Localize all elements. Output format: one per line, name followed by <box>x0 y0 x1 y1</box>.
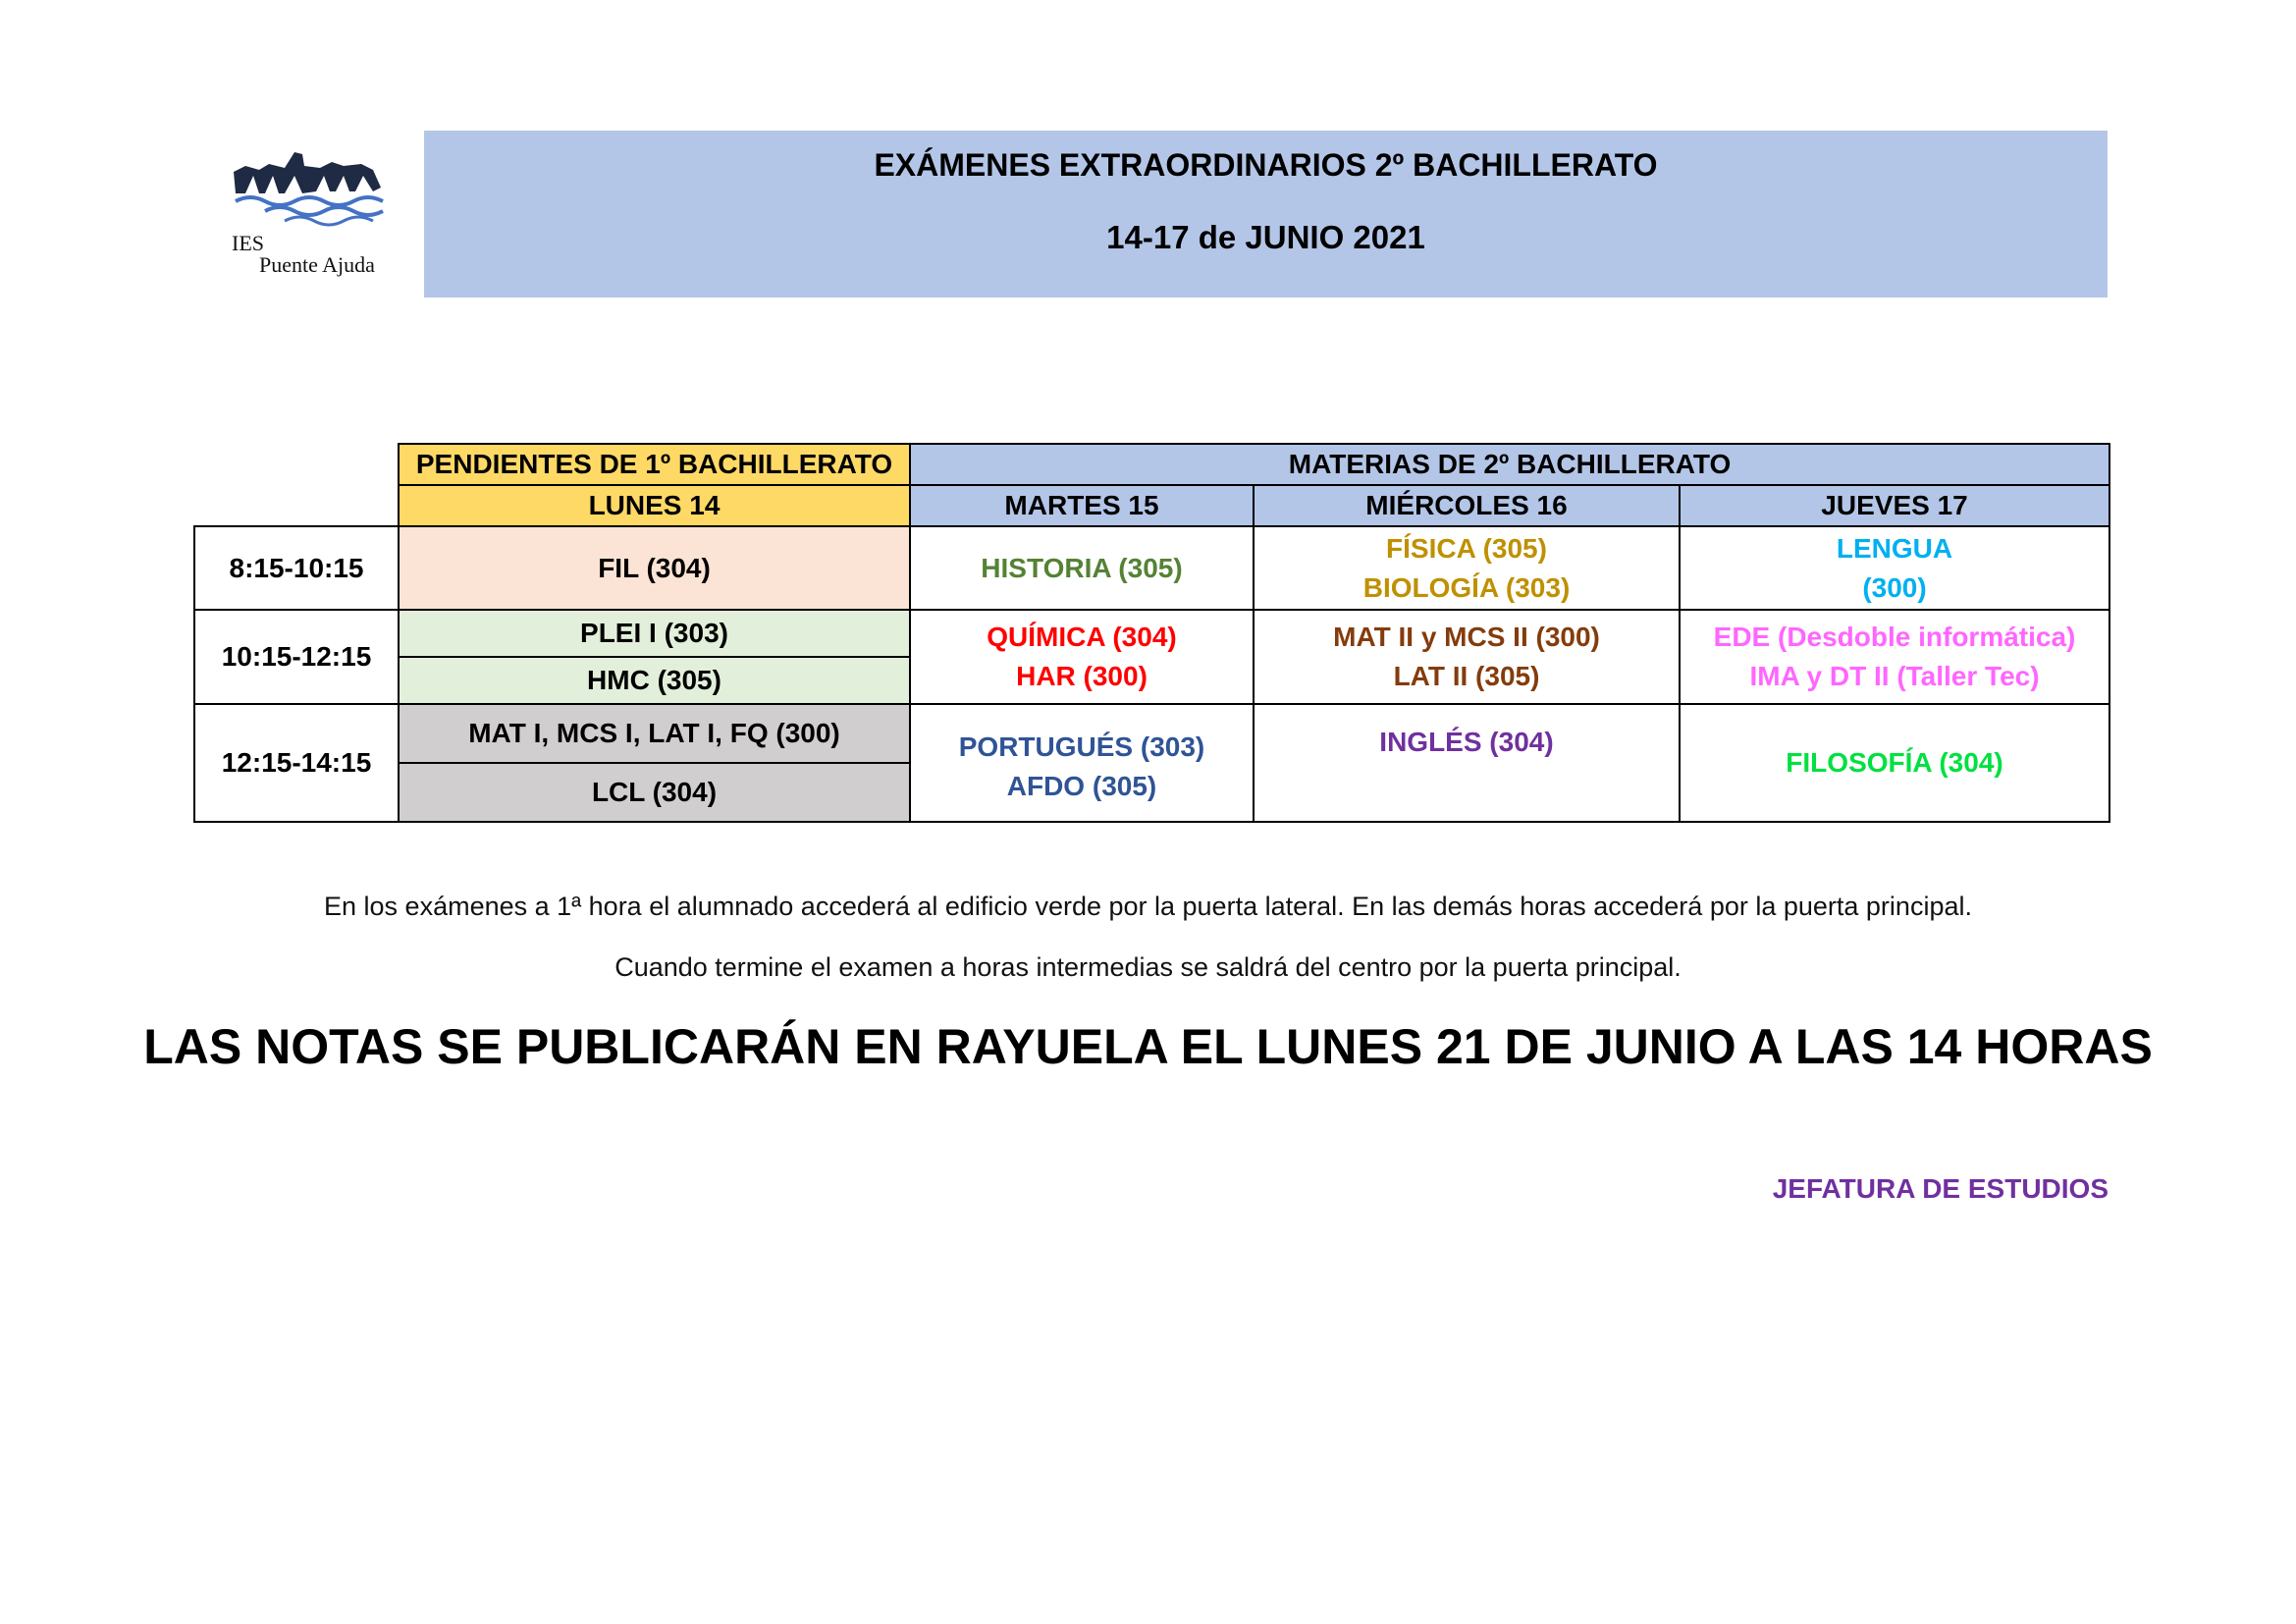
cell-martes-slot3 <box>910 704 1254 822</box>
bridge-logo-icon <box>226 142 393 231</box>
cell-lunes-slot3a: MAT I, MCS I, LAT I, FQ (300) <box>399 704 910 763</box>
exam-ima-dt: IMA y DT II (Taller Tec) <box>1749 661 2040 691</box>
empty-corner-2 <box>194 485 399 526</box>
day-header-miercoles: MIÉRCOLES 16 <box>1254 485 1680 526</box>
cell-martes-slot2 <box>910 610 1254 704</box>
logo-text-ies: IES <box>232 231 264 255</box>
group-header-materias: MATERIAS DE 2º BACHILLERATO <box>910 444 2109 485</box>
cell-miercoles-slot1 <box>1254 526 1680 610</box>
exam-lat: LAT II (305) <box>1393 661 1540 691</box>
cell-lunes-slot2b: HMC (305) <box>399 657 910 704</box>
cell-jueves-slot1 <box>1680 526 2109 610</box>
time-slot-3: 12:15-14:15 <box>194 704 399 822</box>
day-header-jueves: JUEVES 17 <box>1680 485 2109 526</box>
exam-lengua: LENGUA <box>1836 532 1953 564</box>
exam-biologia: BIOLOGÍA (303) <box>1362 571 1571 603</box>
exam-mat-mcs: MAT II y MCS II (300) <box>1333 622 1600 652</box>
exam-quimica: QUÍMICA (304) <box>987 622 1177 652</box>
cell-miercoles-slot3: INGLÉS (304) <box>1254 704 1680 822</box>
exit-note: Cuando termine el examen a horas intermedias se saldrá del centro por la puerta principal. <box>614 952 1682 982</box>
grades-announcement: LAS NOTAS SE PUBLICARÁN EN RAYUELA EL LUNES 21 DE JUNIO A LAS 14 HORAS <box>143 1019 2153 1074</box>
cell-jueves-slot3: FILOSOFÍA (304) <box>1680 704 2109 822</box>
day-header-martes: MARTES 15 <box>910 485 1254 526</box>
time-slot-1: 8:15-10:15 <box>194 526 399 610</box>
exam-lengua-room: (300) <box>1862 571 1927 603</box>
cell-jueves-slot2 <box>1680 610 2109 704</box>
cell-martes-slot1: HISTORIA (305) <box>910 526 1254 610</box>
page-dates: 14-17 de JUNIO 2021 <box>1106 219 1425 255</box>
cell-lunes-slot1: FIL (304) <box>399 526 910 610</box>
time-slot-2: 10:15-12:15 <box>194 610 399 704</box>
day-header-lunes: LUNES 14 <box>399 485 910 526</box>
cell-lunes-slot2a: PLEI I (303) <box>399 610 910 657</box>
cell-lunes-slot3b: LCL (304) <box>399 763 910 822</box>
cell-miercoles-slot2 <box>1254 610 1680 704</box>
empty-corner <box>194 444 399 485</box>
exam-afdo: AFDO (305) <box>1006 771 1157 801</box>
group-header-pendientes: PENDIENTES DE 1º BACHILLERATO <box>399 444 910 485</box>
signature: JEFATURA DE ESTUDIOS <box>1772 1173 2109 1204</box>
title-banner <box>424 131 2108 298</box>
logo-text-name: Puente Ajuda <box>259 252 375 277</box>
exam-fisica: FÍSICA (305) <box>1386 532 1547 564</box>
school-logo <box>226 142 393 290</box>
exam-har: HAR (300) <box>1016 661 1148 691</box>
exam-ede: EDE (Desdoble informática) <box>1713 622 2076 652</box>
page-title: EXÁMENES EXTRAORDINARIOS 2º BACHILLERATO <box>874 147 1658 183</box>
exam-portugues: PORTUGUÉS (303) <box>958 731 1205 762</box>
access-note: En los exámenes a 1ª hora el alumnado accederá al edificio verde por la puerta lateral. En las demás horas accederá por la puerta principal. <box>324 892 1972 921</box>
exam-schedule-table <box>193 443 2110 823</box>
